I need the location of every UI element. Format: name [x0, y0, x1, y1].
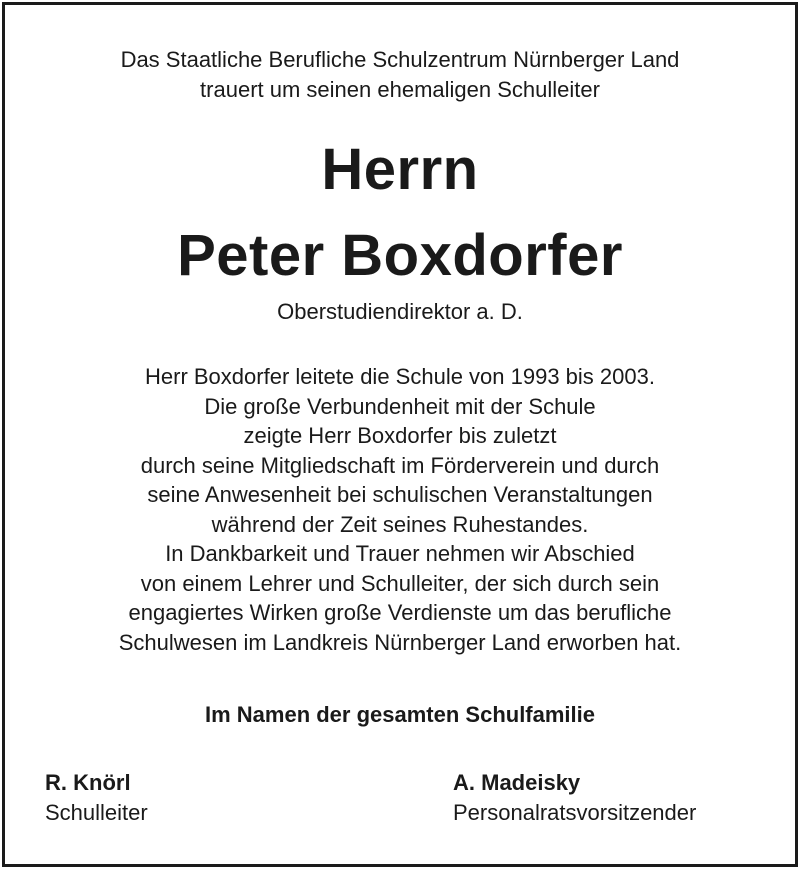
- deceased-title: Oberstudiendirektor a. D.: [277, 299, 523, 324]
- body-line: Herr Boxdorfer leitete die Schule von 1993 bis 2003.: [145, 364, 655, 389]
- intro-line: Das Staatliche Berufliche Schulzentrum Nürnberger Land: [120, 47, 680, 72]
- signatory-role: Personalratsvorsitzender: [453, 800, 697, 825]
- body-line: Schulwesen im Landkreis Nürnberger Land erworben hat.: [118, 629, 682, 655]
- body-line: von einem Lehrer und Schulleiter, der sich durch sein: [140, 570, 660, 596]
- deceased-name: Peter Boxdorfer: [177, 223, 623, 288]
- signatory-name: A. Madeisky: [453, 770, 581, 795]
- body-line: durch seine Mitgliedschaft im Förderverein und durch: [140, 452, 660, 478]
- body-line: Die große Verbundenheit mit der Schule: [204, 393, 596, 419]
- signatory-name: R. Knörl: [45, 770, 131, 795]
- signatory-role: Schulleiter: [45, 800, 148, 825]
- body-line: engagiertes Wirken große Verdienste um das berufliche: [128, 600, 672, 625]
- signatory-right: [453, 768, 696, 828]
- body-line: seine Anwesenheit bei schulischen Veranstaltungen: [147, 482, 653, 507]
- body-line: zeigte Herr Boxdorfer bis zuletzt: [243, 423, 557, 448]
- body-line: während der Zeit seines Ruhestandes.: [211, 511, 589, 537]
- obituary-body: [0, 362, 800, 657]
- honorific: Herrn: [321, 137, 479, 202]
- intro-text: [0, 45, 800, 105]
- body-line: In Dankbarkeit und Trauer nehmen wir Abschied: [165, 541, 635, 566]
- signatory-left: [45, 768, 148, 828]
- closing-line: Im Namen der gesamten Schulfamilie: [204, 702, 596, 727]
- intro-line: trauert um seinen ehemaligen Schulleiter: [200, 77, 600, 102]
